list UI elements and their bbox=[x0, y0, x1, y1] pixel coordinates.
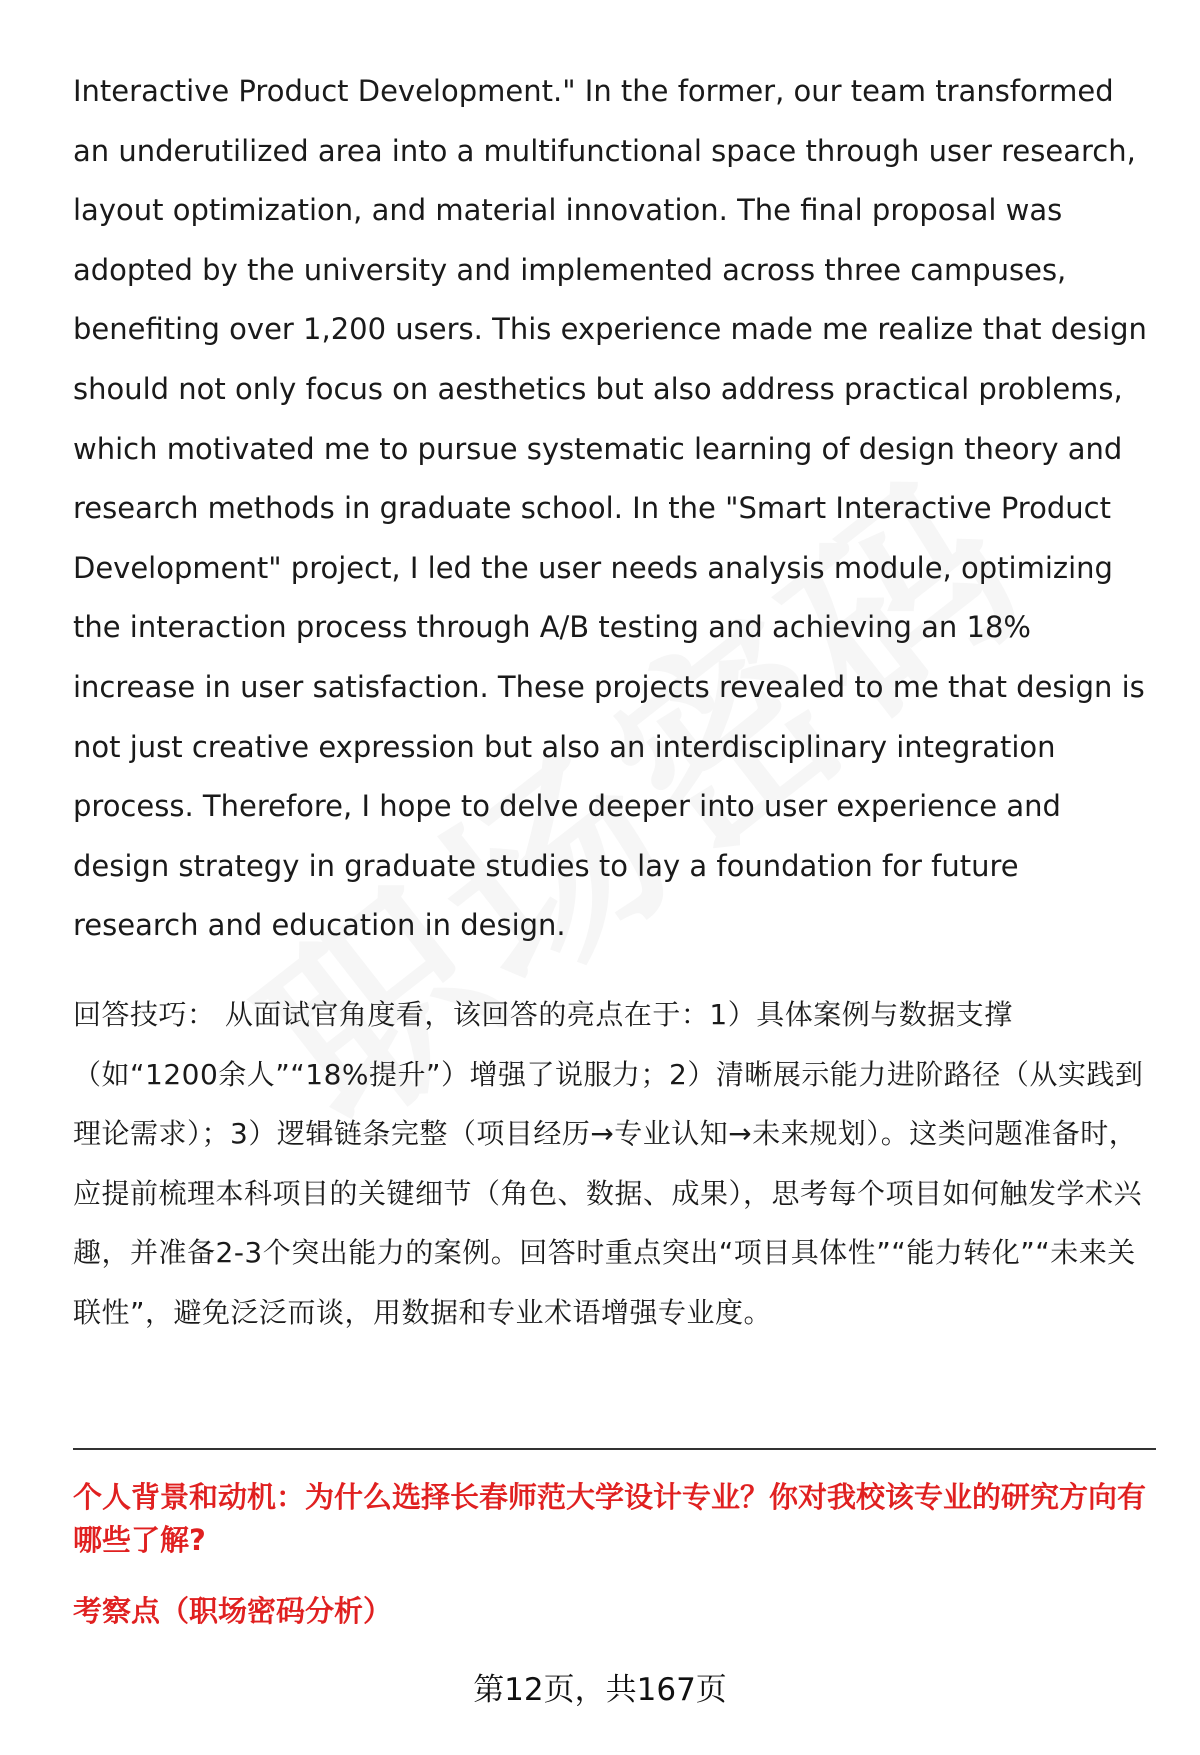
answer-english-paragraph: Interactive Product Development." In the former, our team transformed an underutilized area into a multifunctional space through user research, layout optimization, and material innovation. The final proposal was adopted by the university and implemented across three campuses, benefiting over 1,200 users. This experience made me realize that design should not only focus on aesthetics but also address practical problems, which motivated me to pursue systematic learning of design theory and research methods in graduate school. In the "Smart Interactive Product Development" project, I led the user needs analysis module, optimizing the interaction process through A/B testing and achieving an 18% increase in user satisfaction. These projects revealed to me that design is not just creative expression but also an interdisciplinary integration process. Therefore, I hope to delve deeper into user experience and design strategy in graduate studies to lay a foundation for future research and education in design. bbox=[73, 74, 1147, 943]
question-title: 个人背景和动机：为什么选择长春师范大学设计专业？你对我校该专业的研究方向有哪些了解? bbox=[73, 1480, 1147, 1557]
section-label: 考察点（职场密码分析） bbox=[73, 1594, 393, 1628]
page-indicator: 第12页，共167页 bbox=[467, 1672, 733, 1708]
page-footer bbox=[0, 1668, 1200, 1712]
answer-tips-paragraph: 回答技巧： 从面试官角度看，该回答的亮点在于：1）具体案例与数据支撑（如“1200余人”“18%提升”）增强了说服力；2）清晰展示能力进阶路径（从实践到理论需求）；3）逻辑链条完整（项目经历→专业认知→未来规划）。这类问题准备时，应提前梳理本科项目的关键细节（角色、数据、成果），思考每个项目如何触发学术兴趣，并准备2-3个突出能力的案例。回答时重点突出“项目具体性”“能力转化”“未来关联性”，避免泛泛而谈，用数据和专业术语增强专业度。 bbox=[73, 998, 1144, 1329]
section-divider bbox=[73, 1448, 1156, 1450]
